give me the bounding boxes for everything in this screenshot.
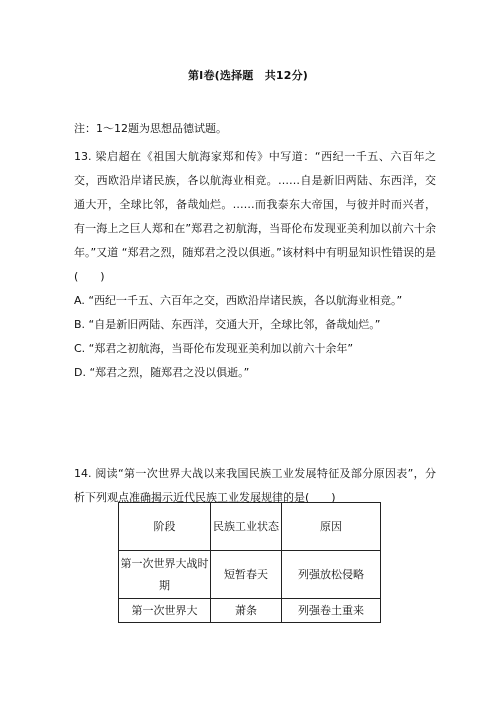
question-13-stem: 13. 梁启超在《祖国大航海家郑和传》中写道：“西纪一千五、六百年之交，西欧沿岸诸民族，各以航海业相竞。……自是新旧两陆、东西洋，交通大开，全球比邻，备哉灿烂。……而我泰东大帝国，与彼并时而兴者，有一海上之巨人郑和在”郑君之初航海，当哥伦布发现亚美利加以前六十余年。”又道 “郑君之烈，随郑君之没以俱逝。”该材料中有明显知识性错误的是( ) [74,150,436,283]
question-13 [74,145,436,385]
table-header-stage: 阶段 [119,503,211,551]
table-cell: 第一次世界大 [119,599,211,623]
table-header-status: 民族工业状态 [211,503,282,551]
section-title: 第Ⅰ卷(选择题 共12分) [187,69,309,82]
table-row [119,599,381,623]
table-cell: 列强放松侵略 [282,551,381,599]
table-cell: 第一次世界大战时期 [119,551,211,599]
table-cell: 短暂春天 [211,551,282,599]
question-13-option-a: A. “西纪一千五、六百年之交，西欧沿岸诸民族，各以航海业相竞。” [74,294,403,307]
question-13-option-b: B. “自是新旧两陆、东西洋，交通大开，全球比邻，备哉灿烂。” [74,318,381,331]
table-cell: 列强卷土重来 [282,599,381,623]
table-row [119,551,381,599]
question-13-option-c: C. “郑君之初航海，当哥伦布发现亚美利加以前六十余年” [74,342,354,355]
industry-table [118,502,381,623]
table-header-reason: 原因 [282,503,381,551]
question-13-option-d: D. “郑君之烈，随郑君之没以俱逝。” [74,366,250,379]
table-header-row [119,503,381,551]
note-text: 注：1～12题为思想品德试题。 [74,122,227,135]
question-14-stem: 14. 阅读“第一次世界大战以来我国民族工业发展特征及部分原因表”，分析下列观点准确揭示近代民族工业发展规律的是( ) [74,467,436,504]
table-cell: 萧条 [211,599,282,623]
